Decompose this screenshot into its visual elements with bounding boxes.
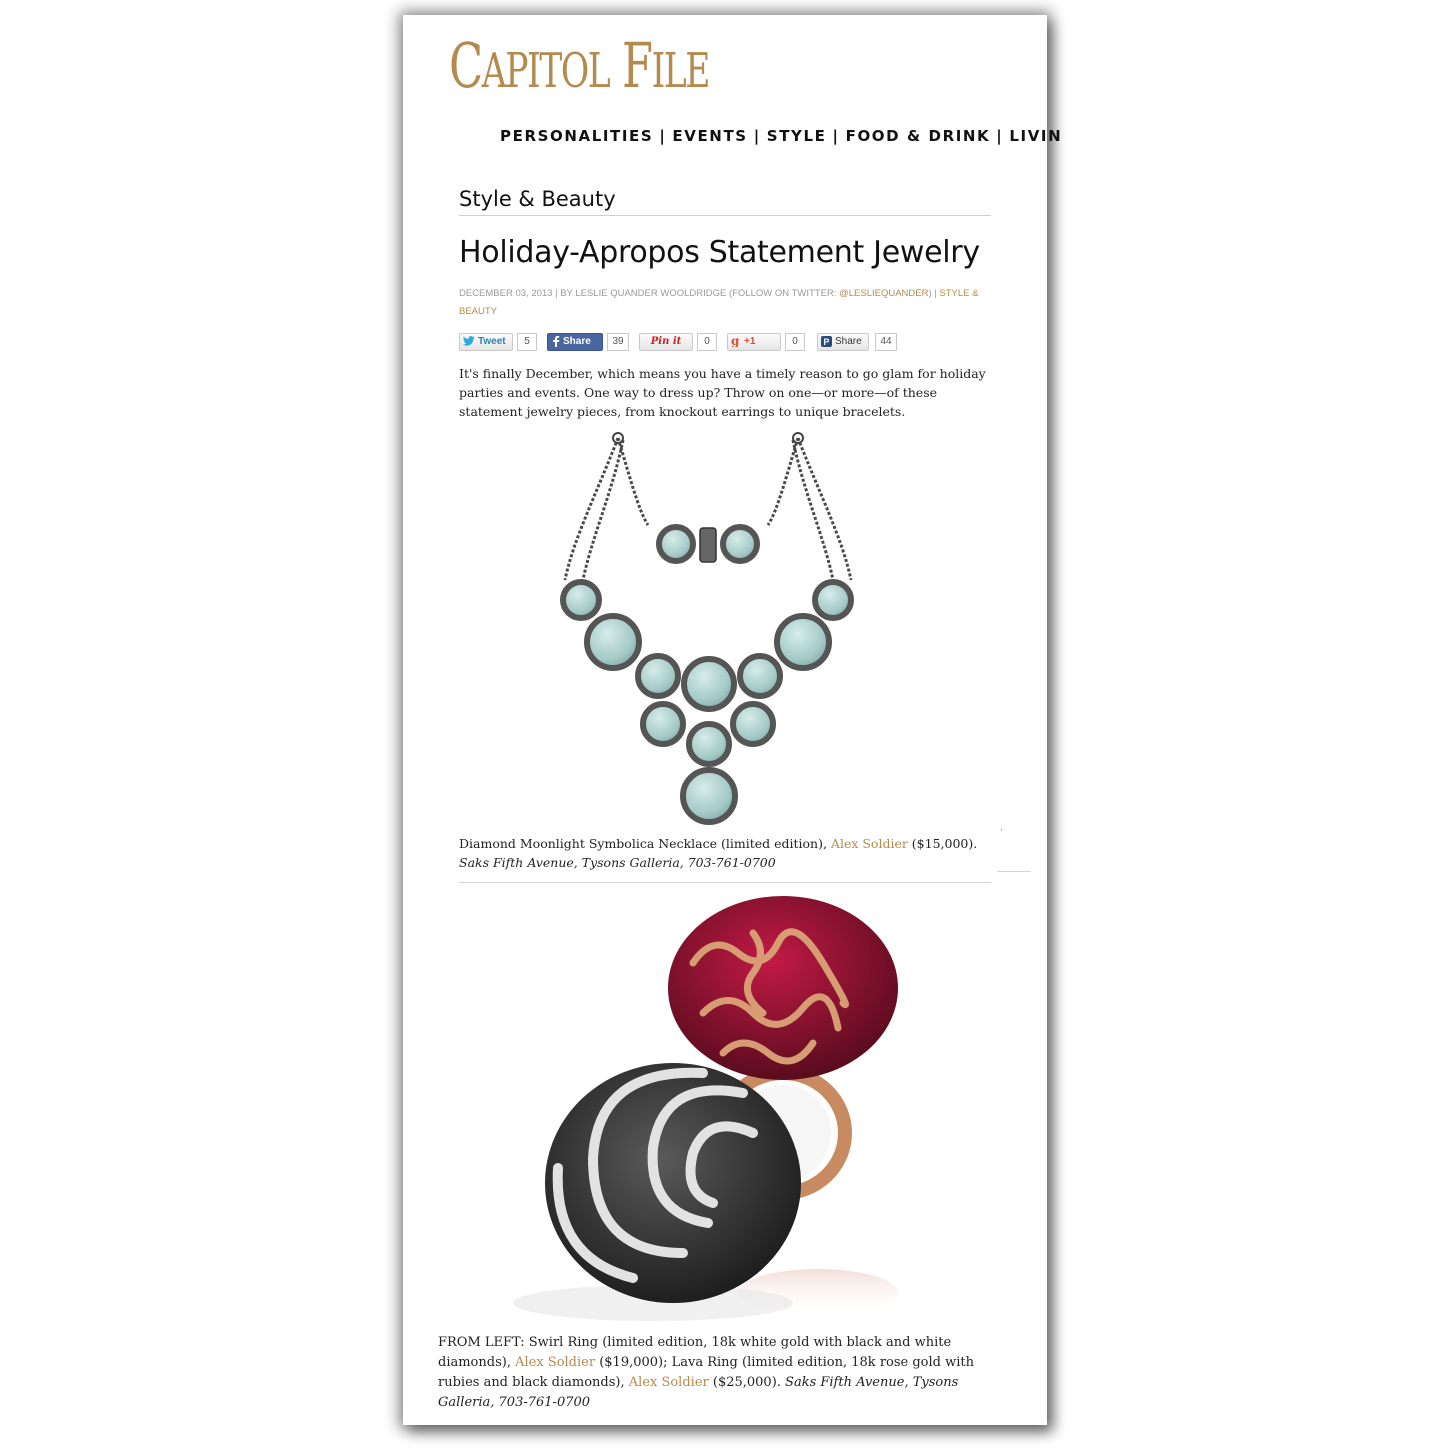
share-bar: [459, 333, 1019, 351]
p-share-count: 44: [875, 333, 897, 351]
google-plus-icon: [731, 335, 741, 347]
tweet-count: 5: [517, 333, 537, 351]
main-nav: [500, 127, 1062, 145]
facebook-f-icon: [551, 336, 560, 347]
article-meta: [459, 285, 979, 321]
alex-soldier-link[interactable]: Alex Soldier: [628, 1375, 709, 1390]
article-title: Holiday-Apropos Statement Jewelry: [459, 235, 980, 270]
svg-text:g: g: [731, 335, 740, 348]
pin-it-button[interactable]: [639, 333, 693, 351]
nav-separator: |: [659, 127, 667, 145]
nav-separator: |: [832, 127, 840, 145]
meta-separator: ) |: [928, 288, 940, 299]
caption-text: Diamond Moonlight Symbolica Necklace (limited edition),: [459, 836, 831, 851]
twitter-bird-icon: [463, 336, 475, 346]
facebook-share-button[interactable]: [547, 333, 603, 351]
nav-item-food-drink[interactable]: FOOD & DRINK: [845, 127, 991, 145]
p-share-button[interactable]: [817, 333, 869, 351]
rings-image: [483, 893, 923, 1323]
section-title: Style & Beauty: [459, 187, 991, 216]
twitter-handle-link[interactable]: @LESLIEQUANDER: [839, 288, 929, 299]
pin-count: 0: [697, 333, 717, 351]
stray-mark: ˒: [1000, 823, 1004, 834]
nav-item-events[interactable]: EVENTS: [672, 127, 748, 145]
logo-letter: C: [449, 29, 482, 102]
alex-soldier-link[interactable]: Alex Soldier: [830, 836, 908, 851]
facebook-share-count: 39: [607, 333, 629, 351]
nav-item-personalities[interactable]: PERSONALITIES: [500, 127, 654, 145]
tweet-button[interactable]: [459, 333, 513, 351]
caption-text: FROM LEFT: Swirl Ring (limited edition, 18k white gold with black and white diamonds),: [438, 1335, 952, 1370]
capitol-file-logo[interactable]: [449, 31, 709, 106]
caption-price: ($15,000).: [907, 836, 978, 851]
google-plus-button[interactable]: [727, 333, 781, 351]
caption-price: ($25,000).: [708, 1375, 786, 1390]
tweet-label: Tweet: [478, 336, 506, 347]
caption-divider-stub: [997, 871, 1031, 872]
caption-text: ($19,000); Lava Ring (limited edition, 18k rose gold with rubies and black diamonds),: [438, 1355, 975, 1390]
logo-letter: F: [622, 29, 652, 102]
svg-text:P: P: [823, 336, 830, 347]
nav-separator: |: [753, 127, 761, 145]
p-share-label: Share: [835, 336, 862, 347]
nav-item-livin[interactable]: LIVIN: [1009, 127, 1063, 145]
nav-item-style[interactable]: STYLE: [766, 127, 827, 145]
caption-store: Saks Fifth Avenue, Tysons Galleria, 703-761-0700: [438, 1375, 959, 1410]
facebook-share-label: Share: [563, 336, 591, 347]
caption-store: Saks Fifth Avenue, Tysons Galleria, 703-761-0700: [459, 855, 776, 870]
meta-date-author: DECEMBER 03, 2013 | BY LESLIE QUANDER WOOLDRIDGE (FOLLOW ON TWITTER:: [459, 288, 840, 299]
article-intro: It's finally December, which means you have a timely reason to go glam for holiday parties and events. One way to dress up? Throw on one—or more—of these statement jewelry pieces, from knockout earrings to unique bracelets.: [459, 366, 986, 419]
nav-separator: |: [996, 127, 1004, 145]
logo-word: ILE: [651, 43, 710, 99]
google-plus-count: 0: [785, 333, 805, 351]
alex-soldier-link[interactable]: Alex Soldier: [515, 1355, 596, 1370]
rings-caption: [438, 1333, 1013, 1413]
logo-word: APITOL: [481, 43, 610, 99]
category-link[interactable]: STYLE & BEAUTY: [459, 288, 979, 317]
article-page: [403, 15, 1063, 1425]
p-share-icon: [821, 336, 832, 347]
caption-divider: [459, 882, 991, 883]
pin-it-label: Pin it: [650, 336, 682, 347]
necklace-caption: [459, 834, 999, 872]
necklace-image: [553, 430, 863, 825]
google-plus-label: +1: [744, 336, 756, 347]
